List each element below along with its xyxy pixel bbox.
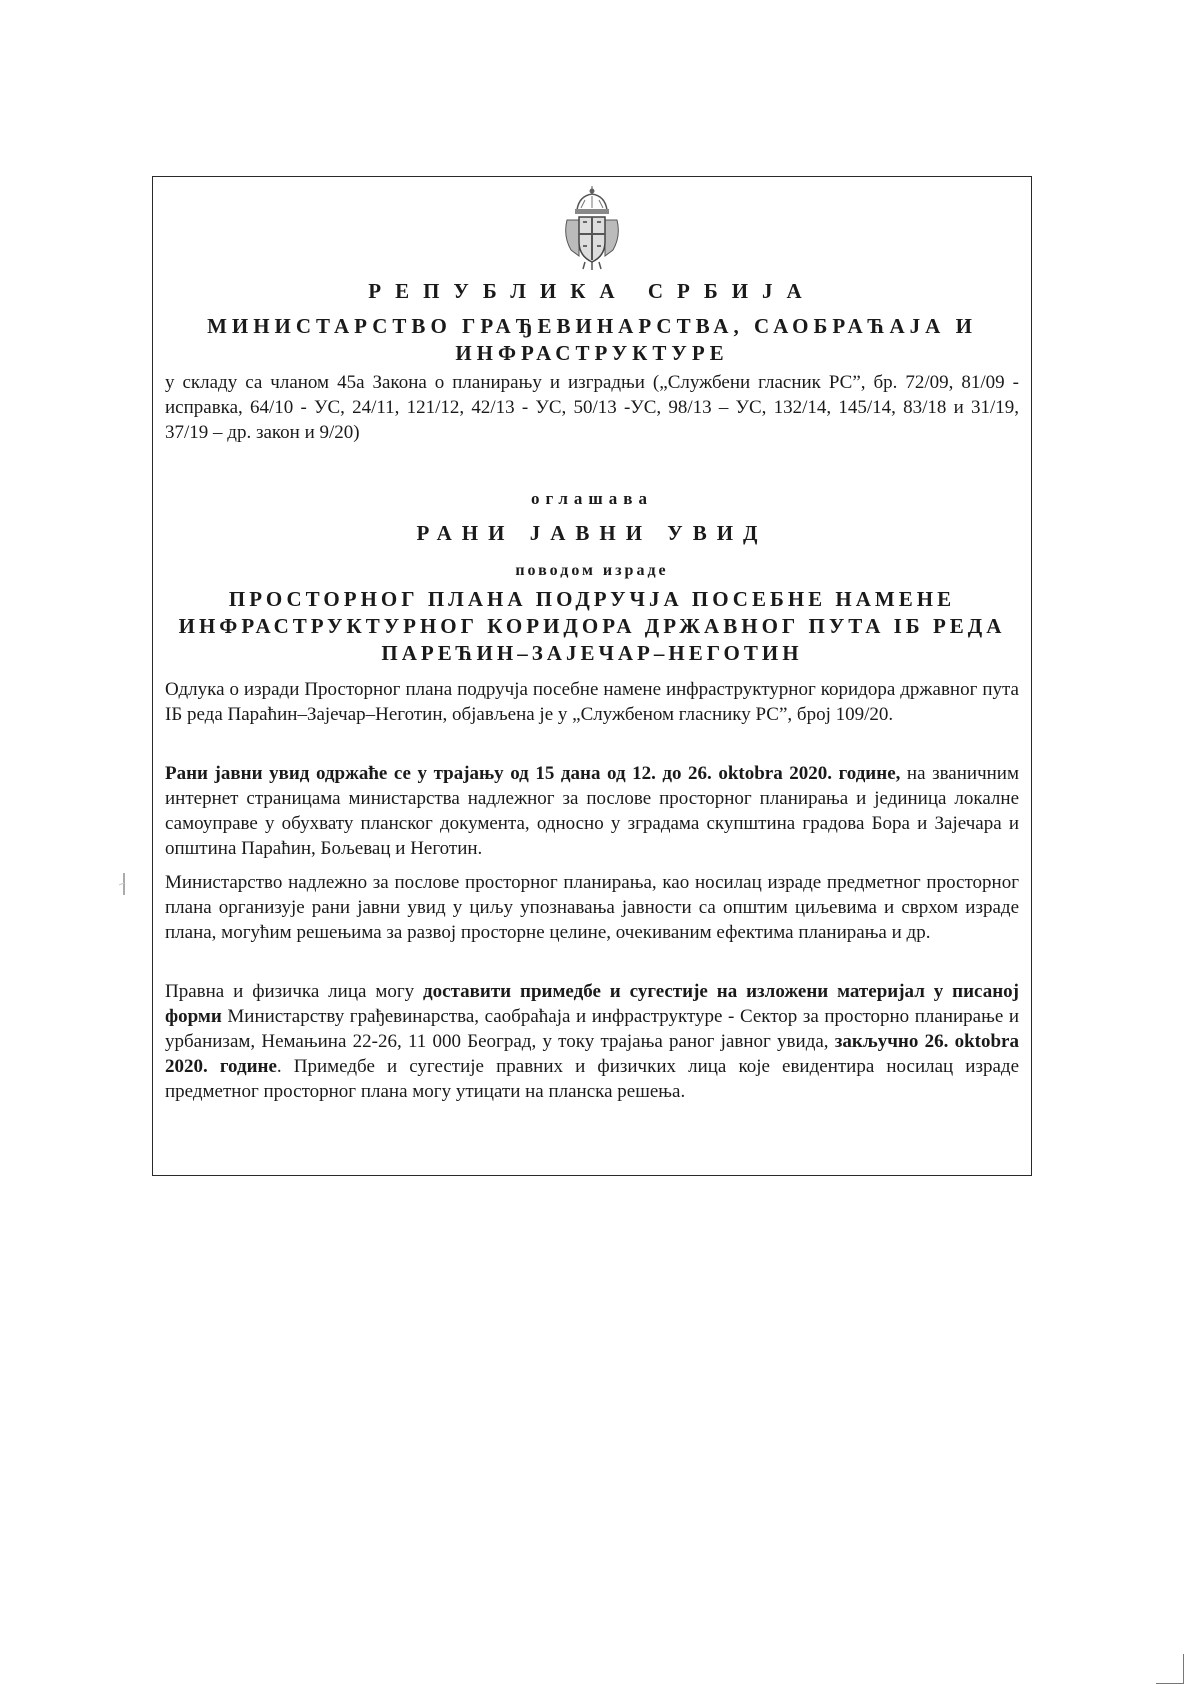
insight-period-emphasis: Рани јавни увид одржаће се у трајању од 15 дана од 12. до 26. oktobra 2020. године,	[165, 763, 901, 784]
notice-frame	[152, 176, 1032, 1176]
legal-basis-text: у складу са чланом 45а Закона о планирању и изградњи („Службени гласник РС”, бр. 72/09, 81/09 - исправка, 64/10 - УС, 24/11, 121/12, 42/13 - УС, 50/13 -УС, 98/13 – УС, 132/14, 145/14, 83/18 и 31/19, 37/19 – др. закон и 9/20)	[165, 372, 1019, 443]
decision-paragraph: Одлука о изради Просторног плана подручја посебне намене инфраструктурног коридора државног пута IБ реда Параћин–Зајечар–Неготин, објављена је у „Службеном гласнику РС”, број 109/20.	[165, 679, 1019, 725]
occasion-label: поводом израде	[515, 562, 669, 579]
submission-paragraph	[165, 979, 1019, 1104]
ministry-role-paragraph: Министарство надлежно за послове просторног планирања, као носилац израде предметног просторног плана организује рани јавни увид у циљу упознавања јавности са општим циљевима и сврхом израде плана, могућим решењима за развој просторне целине, очекиваним ефектима планирања и др.	[165, 872, 1019, 943]
submission-address: Министарству грађевинарства, саобраћаја и инфраструктуре - Сектор за просторно планирање и урбанизам, Немањина 22-26, 11 000 Београд, у току трајања раног јавног увида,	[165, 1006, 1019, 1052]
scan-corner-icon	[1156, 1654, 1184, 1684]
insight-period-details: на званичним интернет страницама министарства надлежног за послове просторног планирања и јединица локалне самоуправе у обухвату планског документа, односно у зградама скупштина градова Бора и Зајечара и општина Параћин, Бољевац и Неготин.	[165, 763, 1019, 859]
submission-closing: . Примедбе и сугестије правних и физичких лица које евидентира носилац израде предметног просторног плана могу утицати на планска решења.	[165, 1056, 1020, 1102]
coat-of-arms-icon	[561, 186, 623, 270]
ministry-heading: МИНИСТАРСТВО ГРАЂЕВИНАРСТВА, САОБРАЋАЈА И ИНФРАСТРУКТУРЕ	[207, 314, 977, 365]
insight-period-paragraph	[165, 761, 1019, 861]
event-title: РАНИ ЈАВНИ УВИД	[416, 521, 768, 545]
plan-title: ПРОСТОРНОГ ПЛАНА ПОДРУЧЈА ПОСЕБНЕ НАМЕНЕ ИНФРАСТРУКТУРНОГ КОРИДОРА ДРЖАВНОГ ПУТА IБ РЕДА ПАРЕЋИН–ЗАЈЕЧАР–НЕГОТИН	[178, 587, 1006, 665]
republic-heading: РЕПУБЛИКА СРБИЈА	[368, 279, 816, 303]
submission-intro: Правна и физичка лица могу	[165, 981, 424, 1002]
submission-deadline: закључно 26. oktobra 2020. године	[165, 1031, 1019, 1077]
announces-label: оглашава	[531, 489, 653, 508]
scan-mark-icon	[117, 873, 131, 895]
submission-emphasis: доставити примедбе и сугестије на изложени материјал у писаној форми	[165, 981, 1019, 1027]
